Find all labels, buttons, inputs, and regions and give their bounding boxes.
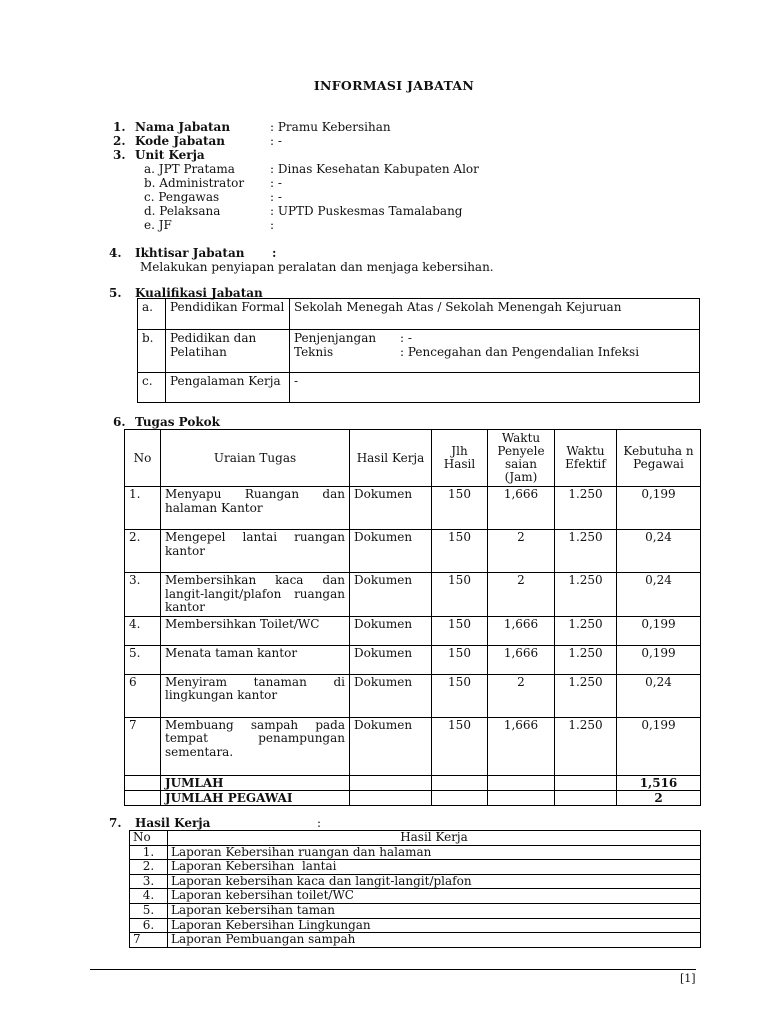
section-number: 4. xyxy=(109,246,122,260)
row-value-diklat xyxy=(290,330,700,373)
cell-jlh: 150 xyxy=(432,573,488,617)
cell-waktu: 1,666 xyxy=(488,717,555,775)
jumlah-pegawai-value: 2 xyxy=(617,790,701,805)
kualifikasi-row xyxy=(138,299,700,330)
table-header-row xyxy=(130,831,701,846)
row-letter: c. xyxy=(138,373,166,403)
table-row xyxy=(130,860,701,875)
cell-no: 6. xyxy=(130,918,168,933)
cell-waktu: 1,666 xyxy=(488,645,555,674)
cell-hasil: Dokumen xyxy=(350,717,432,775)
item-value: : - xyxy=(270,134,282,148)
table-row xyxy=(125,674,701,717)
cell-hasil: Laporan Kebersihan Lingkungan xyxy=(168,918,701,933)
cell-hasil: Dokumen xyxy=(350,530,432,573)
cell-efektif: 1.250 xyxy=(555,674,617,717)
section-colon: : xyxy=(272,246,277,260)
table-row xyxy=(125,645,701,674)
row-name: Pengalaman Kerja xyxy=(166,373,290,403)
cell-waktu: 2 xyxy=(488,674,555,717)
header-no: No xyxy=(125,430,161,487)
cell-hasil: Dokumen xyxy=(350,616,432,645)
table-row xyxy=(130,903,701,918)
cell-hasil: Laporan Kebersihan ruangan dan halaman xyxy=(168,845,701,860)
cell-uraian: Menyapu Ruangan dan halaman Kantor xyxy=(161,487,350,530)
cell-hasil: Dokumen xyxy=(350,645,432,674)
cell-efektif: 1.250 xyxy=(555,573,617,617)
unit-label: d. Pelaksana xyxy=(144,204,221,218)
cell-no: 5. xyxy=(125,645,161,674)
unit-label: e. JF xyxy=(144,218,172,232)
jumlah-row xyxy=(125,775,701,790)
cell-uraian: Menata taman kantor xyxy=(161,645,350,674)
cell-empty xyxy=(488,775,555,790)
cell-empty xyxy=(125,790,161,805)
cell-no: 7 xyxy=(125,717,161,775)
footer-divider xyxy=(90,969,696,970)
section-heading: Kualifikasi Jabatan xyxy=(135,286,263,300)
cell-uraian: Membuang sampah pada tempat penampungan sementara. xyxy=(161,717,350,775)
unit-label: b. Administrator xyxy=(144,176,245,190)
diklat-penjenjangan-label: Penjenjangan xyxy=(294,331,377,345)
unit-value: : xyxy=(270,218,275,232)
header-hasil-kerja: Hasil Kerja xyxy=(168,831,701,846)
item-number: 1. xyxy=(113,120,126,134)
item-number: 2. xyxy=(113,134,126,148)
unit-value: : UPTD Puskesmas Tamalabang xyxy=(270,204,463,218)
cell-uraian: Mengepel lantai ruangan kantor xyxy=(161,530,350,573)
cell-waktu: 2 xyxy=(488,530,555,573)
cell-efektif: 1.250 xyxy=(555,616,617,645)
cell-empty xyxy=(125,775,161,790)
cell-no: 5. xyxy=(130,903,168,918)
diklat-teknis-value: : Pencegahan dan Pengendalian Infeksi xyxy=(400,345,640,359)
cell-hasil: Laporan kebersihan kaca dan langit-langit/plafon xyxy=(168,874,701,889)
table-row xyxy=(130,845,701,860)
cell-no: 4. xyxy=(125,616,161,645)
cell-no: 7 xyxy=(130,933,168,948)
cell-no: 2. xyxy=(130,860,168,875)
header-no: No xyxy=(130,831,168,846)
cell-empty xyxy=(555,775,617,790)
cell-hasil: Dokumen xyxy=(350,674,432,717)
item-label: Unit Kerja xyxy=(135,148,205,162)
jumlah-label: JUMLAH xyxy=(161,775,350,790)
cell-no: 1. xyxy=(125,487,161,530)
section-number: 5. xyxy=(109,286,122,300)
table-row xyxy=(125,573,701,617)
cell-hasil: Dokumen xyxy=(350,573,432,617)
cell-jlh: 150 xyxy=(432,674,488,717)
row-name: Pendidikan Formal xyxy=(166,299,290,330)
section-heading: Tugas Pokok xyxy=(135,415,220,429)
cell-jlh: 150 xyxy=(432,530,488,573)
cell-hasil: Laporan kebersihan toilet/WC xyxy=(168,889,701,904)
row-value: - xyxy=(290,373,700,403)
cell-kebutuhan: 0,24 xyxy=(617,530,701,573)
section-heading: Ikhtisar Jabatan xyxy=(135,246,245,260)
cell-waktu: 1,666 xyxy=(488,616,555,645)
jumlah-pegawai-label: JUMLAH PEGAWAI xyxy=(161,790,350,805)
table-header-row xyxy=(125,430,701,487)
unit-value: : Dinas Kesehatan Kabupaten Alor xyxy=(270,162,479,176)
header-jlh-hasil: Jlh Hasil xyxy=(432,430,488,487)
cell-hasil: Dokumen xyxy=(350,487,432,530)
row-letter: a. xyxy=(138,299,166,330)
hasil-kerja-table xyxy=(129,830,701,948)
table-row xyxy=(125,487,701,530)
cell-uraian: Membersihkan Toilet/WC xyxy=(161,616,350,645)
cell-jlh: 150 xyxy=(432,616,488,645)
cell-kebutuhan: 0,24 xyxy=(617,573,701,617)
diklat-teknis-label: Teknis xyxy=(294,345,334,359)
section-colon: : xyxy=(317,816,322,830)
cell-jlh: 150 xyxy=(432,717,488,775)
cell-empty xyxy=(432,790,488,805)
cell-kebutuhan: 0,24 xyxy=(617,674,701,717)
unit-value: : - xyxy=(270,190,282,204)
header-hasil-kerja: Hasil Kerja xyxy=(350,430,432,487)
header-waktu-efektif: Waktu Efektif xyxy=(555,430,617,487)
ikhtisar-text: Melakukan penyiapan peralatan dan menjaga kebersihan. xyxy=(140,260,494,274)
kualifikasi-table xyxy=(137,298,700,403)
cell-kebutuhan: 0,199 xyxy=(617,487,701,530)
unit-value: : - xyxy=(270,176,282,190)
cell-no: 2. xyxy=(125,530,161,573)
cell-hasil: Laporan Kebersihan lantai xyxy=(168,860,701,875)
table-row xyxy=(130,889,701,904)
jumlah-pegawai-row xyxy=(125,790,701,805)
cell-empty xyxy=(555,790,617,805)
cell-efektif: 1.250 xyxy=(555,530,617,573)
jumlah-value: 1,516 xyxy=(617,775,701,790)
row-name: Pedidikan dan Pelatihan xyxy=(166,330,290,373)
cell-kebutuhan: 0,199 xyxy=(617,645,701,674)
cell-empty xyxy=(488,790,555,805)
cell-hasil: Laporan Pembuangan sampah xyxy=(168,933,701,948)
tugas-pokok-table xyxy=(124,429,701,806)
item-label: Kode Jabatan xyxy=(135,134,226,148)
row-value: Sekolah Menegah Atas / Sekolah Menengah Kejuruan xyxy=(290,299,700,330)
diklat-penjenjangan-value: : - xyxy=(400,331,412,345)
table-row xyxy=(130,874,701,889)
cell-kebutuhan: 0,199 xyxy=(617,616,701,645)
kualifikasi-row xyxy=(138,330,700,373)
row-letter: b. xyxy=(138,330,166,373)
header-waktu-penyelesaian: Waktu Penyele saian (Jam) xyxy=(488,430,555,487)
kualifikasi-row xyxy=(138,373,700,403)
cell-uraian: Membersihkan kaca dan langit-langit/plafon ruangan kantor xyxy=(161,573,350,617)
page-number: [1] xyxy=(680,972,696,985)
cell-waktu: 1,666 xyxy=(488,487,555,530)
cell-jlh: 150 xyxy=(432,645,488,674)
header-kebutuhan-pegawai: Kebutuha n Pegawai xyxy=(617,430,701,487)
cell-efektif: 1.250 xyxy=(555,487,617,530)
cell-kebutuhan: 0,199 xyxy=(617,717,701,775)
cell-empty xyxy=(350,790,432,805)
cell-no: 6 xyxy=(125,674,161,717)
item-value: : Pramu Kebersihan xyxy=(270,120,391,134)
cell-no: 1. xyxy=(130,845,168,860)
section-number: 6. xyxy=(113,415,126,429)
cell-jlh: 150 xyxy=(432,487,488,530)
item-number: 3. xyxy=(113,148,126,162)
cell-no: 3. xyxy=(125,573,161,617)
item-label: Nama Jabatan xyxy=(135,120,231,134)
section-heading: Hasil Kerja xyxy=(135,816,211,830)
cell-uraian: Menyiram tanaman di lingkungan kantor xyxy=(161,674,350,717)
table-row xyxy=(130,918,701,933)
header-uraian-tugas: Uraian Tugas xyxy=(161,430,350,487)
unit-label: c. Pengawas xyxy=(144,190,220,204)
cell-no: 3. xyxy=(130,874,168,889)
cell-efektif: 1.250 xyxy=(555,645,617,674)
table-row xyxy=(130,933,701,948)
table-row xyxy=(125,530,701,573)
cell-no: 4. xyxy=(130,889,168,904)
section-number: 7. xyxy=(109,816,122,830)
cell-hasil: Laporan kebersihan taman xyxy=(168,903,701,918)
table-row xyxy=(125,616,701,645)
cell-efektif: 1.250 xyxy=(555,717,617,775)
table-row xyxy=(125,717,701,775)
cell-waktu: 2 xyxy=(488,573,555,617)
unit-label: a. JPT Pratama xyxy=(144,162,235,176)
document-title: INFORMASI JABATAN xyxy=(313,78,475,93)
cell-empty xyxy=(350,775,432,790)
cell-empty xyxy=(432,775,488,790)
